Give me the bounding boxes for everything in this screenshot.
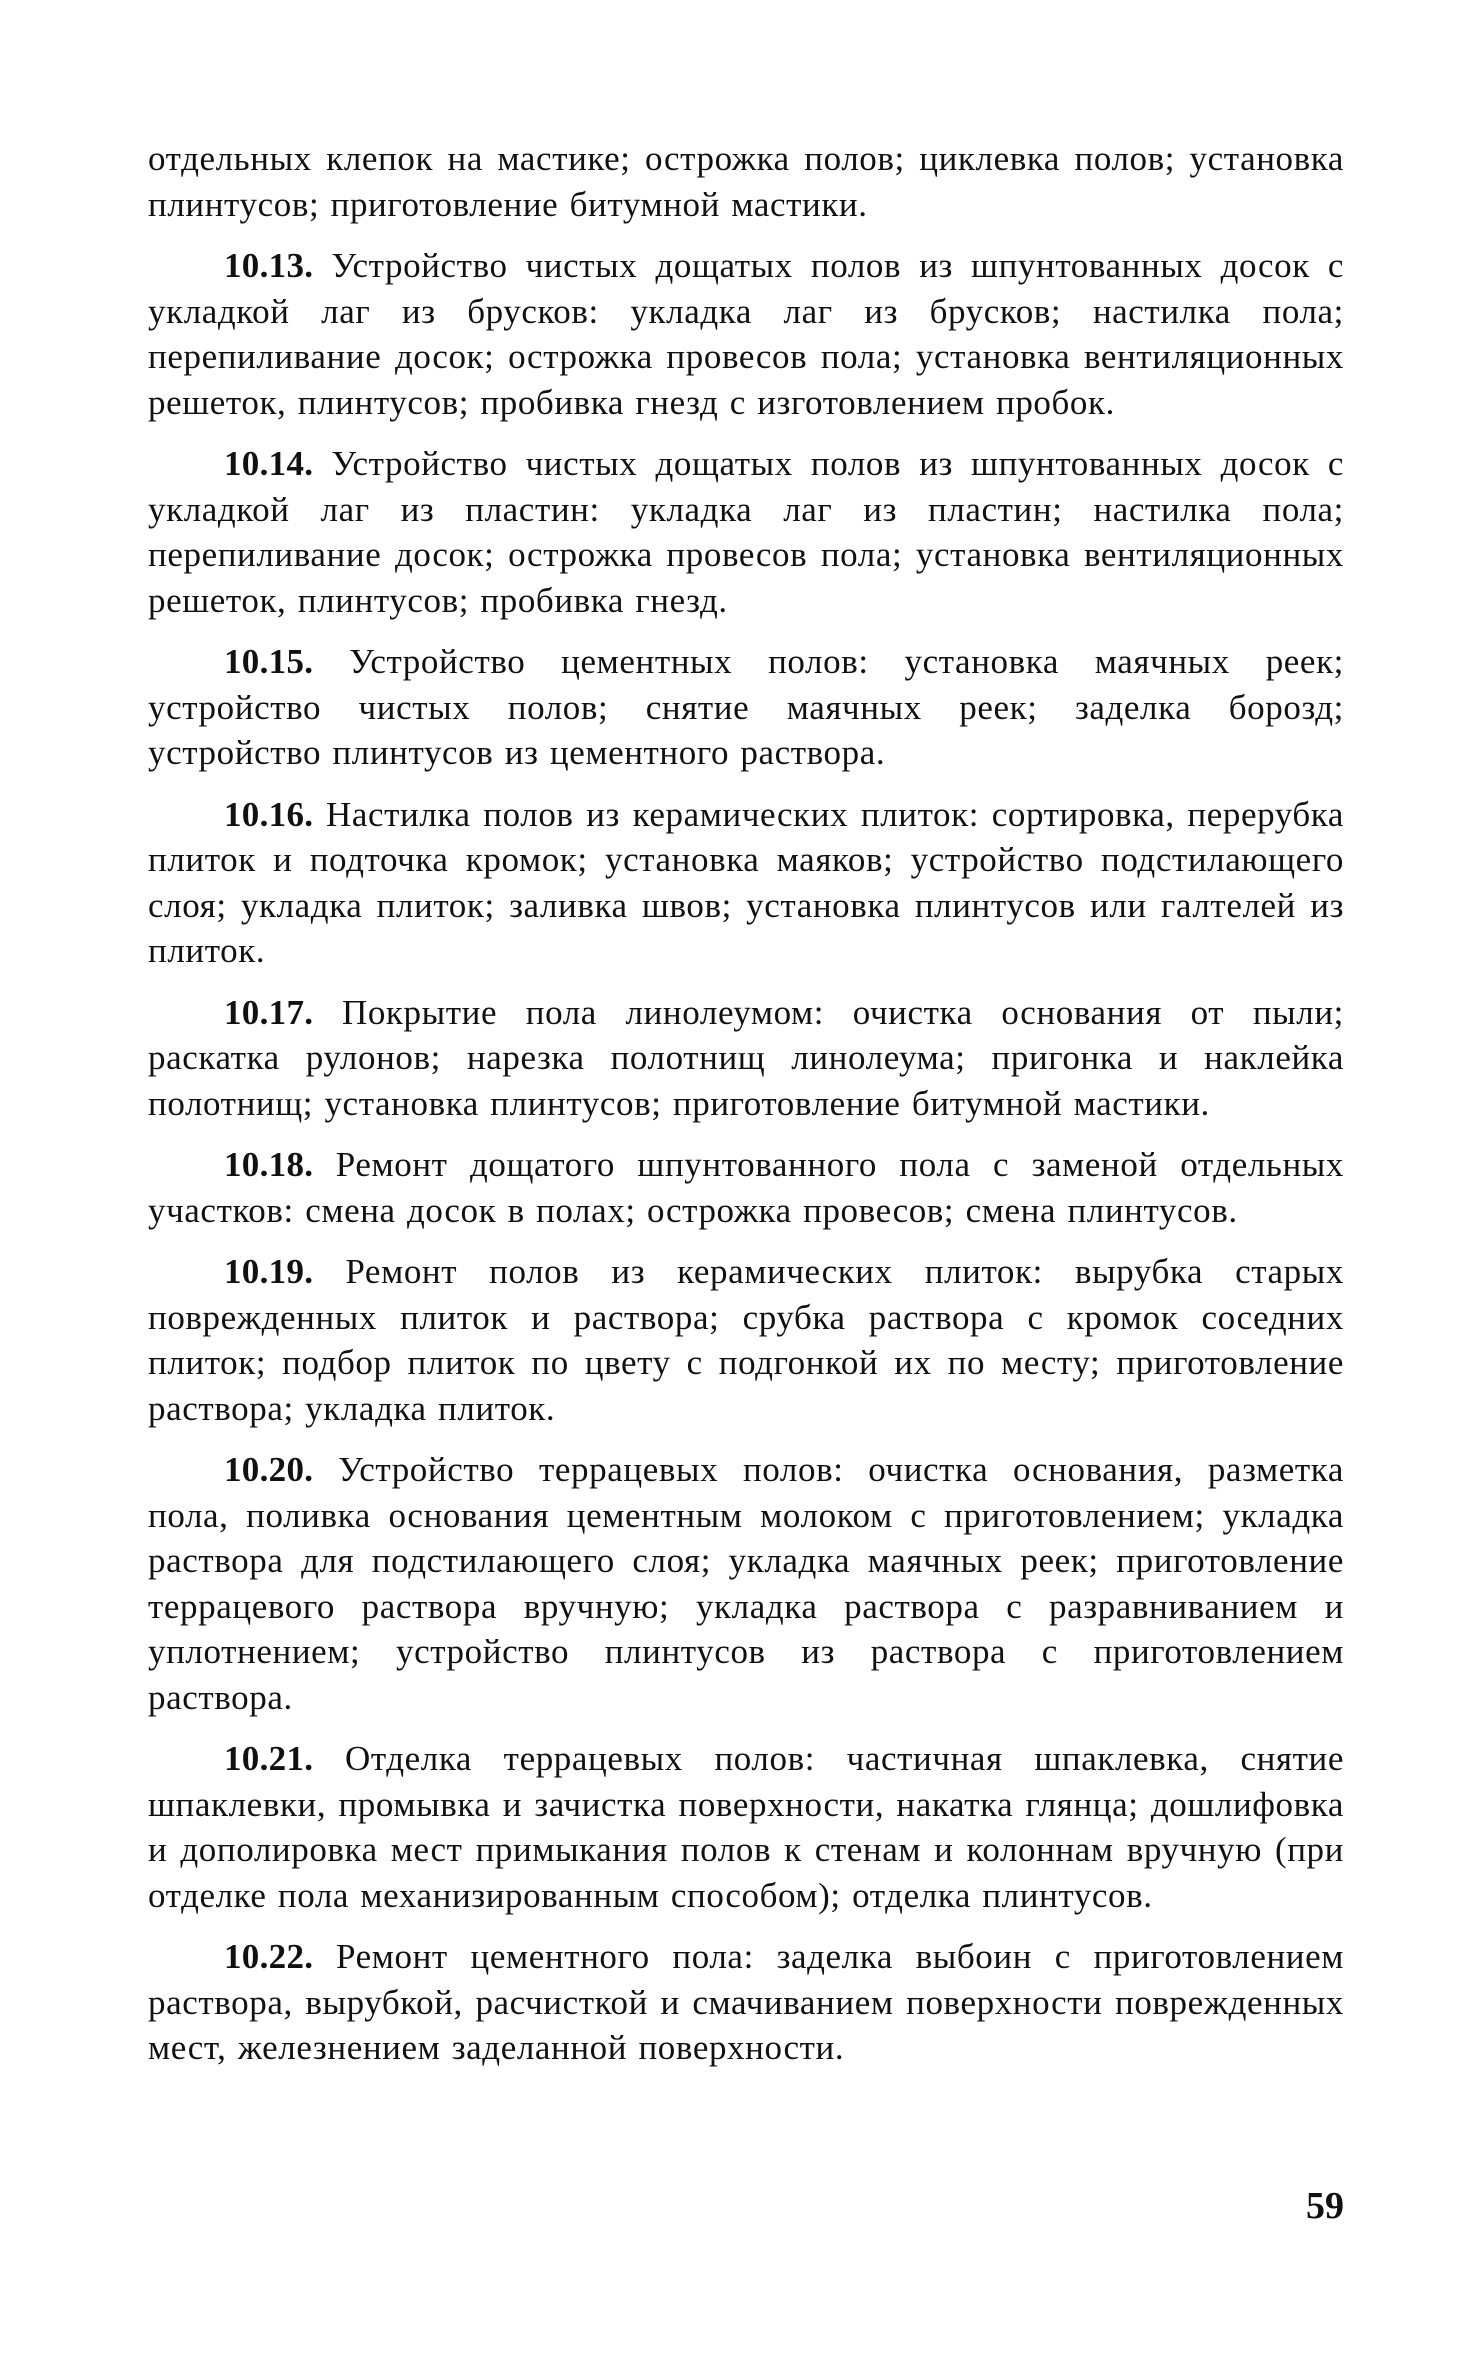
paragraph-number: 10.14. — [224, 444, 314, 483]
paragraph-text: Отделка террацевых полов: частичная шпаклевка, снятие шпаклевки, промывка и зачистка поверхности, накатка глянца; дошлифовка и дополировка мест примыкания полов к стенам и колоннам вручную (при отделке пола механизированным способом); отделка плинтусов. — [148, 1739, 1344, 1915]
paragraph-number: 10.15. — [224, 642, 314, 681]
paragraph-text: Ремонт дощатого шпунтованного пола с заменой отдельных участков: смена досок в полах; острожка провесов; смена плинтусов. — [148, 1145, 1344, 1230]
paragraph-10-14 — [148, 441, 1344, 623]
paragraph-text: Ремонт полов из керамических плиток: вырубка старых поврежденных плиток и раствора; срубка раствора с кромок соседних плиток; подбор плиток по цвету с подгонкой их по месту; приготовление раствора; укладка плиток. — [148, 1252, 1344, 1428]
paragraph-10-13 — [148, 243, 1344, 425]
paragraph-text: Ремонт цементного пола: заделка выбоин с приготовлением раствора, вырубкой, расчисткой и смачиванием поверхности поврежденных мест, железнением заделанной поверхности. — [148, 1937, 1344, 2067]
paragraph-10-17 — [148, 990, 1344, 1127]
paragraph-number: 10.17. — [224, 992, 314, 1032]
paragraph-10-18 — [148, 1142, 1344, 1233]
page-number: 59 — [1306, 2185, 1344, 2227]
paragraph-10-19 — [148, 1249, 1344, 1431]
paragraph-number: 10.19. — [224, 1252, 314, 1291]
paragraph-number: 10.18. — [224, 1145, 314, 1184]
paragraph-10-22 — [148, 1934, 1344, 2071]
paragraph-text: Покрытие пола линолеумом: очистка основания от пыли; раскатка рулонов; нарезка полотнищ линолеума; пригонка и наклейка полотнищ; установка плинтусов; приготовление битумной мастики. — [148, 992, 1344, 1123]
paragraph-10-15 — [148, 639, 1344, 776]
paragraph-number: 10.13. — [224, 246, 314, 285]
paragraph-number: 10.22. — [224, 1937, 314, 1976]
paragraph-text: Настилка полов из керамических плиток: сортировка, перерубка плиток и подточка кромок; установка маяков; устройство подстилающего слоя; укладка плиток; заливка швов; установка плинтусов или галтелей из плиток. — [148, 794, 1344, 970]
paragraph-text: Устройство цементных полов: установка маячных реек; устройство чистых полов; снятие маячных реек; заделка борозд; устройство плинтусов из цементного раствора. — [148, 642, 1344, 772]
paragraph-continuation — [148, 136, 1344, 227]
paragraph-10-21 — [148, 1736, 1344, 1918]
paragraph-number: 10.20. — [224, 1450, 314, 1489]
paragraph-text: Устройство террацевых полов: очистка основания, разметка пола, поливка основания цементным молоком с приготовлением; укладка раствора для подстилающего слоя; укладка маячных реек; приготовление террацевого раствора вручную; укладка раствора с разравниванием и уплотнением; устройство плинтусов из раствора с приготовлением раствора. — [148, 1450, 1344, 1717]
paragraph-10-16 — [148, 792, 1344, 974]
document-body — [148, 136, 1344, 2087]
paragraph-text: отдельных клепок на мастике; острожка полов; циклевка полов; установка плинтусов; приготовление битумной мастики. — [148, 139, 1344, 224]
paragraph-number: 10.21. — [224, 1739, 314, 1778]
paragraph-10-20 — [148, 1447, 1344, 1720]
paragraph-number: 10.16. — [224, 794, 314, 834]
paragraph-text: Устройство чистых дощатых полов из шпунтованных досок с укладкой лаг из пластин: укладка лаг из пластин; настилка пола; перепиливание досок; острожка провесов пола; установка вентиляционных решеток, плинтусов; пробивка гнезд. — [148, 444, 1344, 620]
paragraph-text: Устройство чистых дощатых полов из шпунтованных досок с укладкой лаг из брусков: укладка лаг из брусков; настилка пола; перепиливание досок; острожка провесов пола; установка вентиляционных решеток, плинтусов; пробивка гнезд с изготовлением пробок. — [148, 246, 1344, 422]
